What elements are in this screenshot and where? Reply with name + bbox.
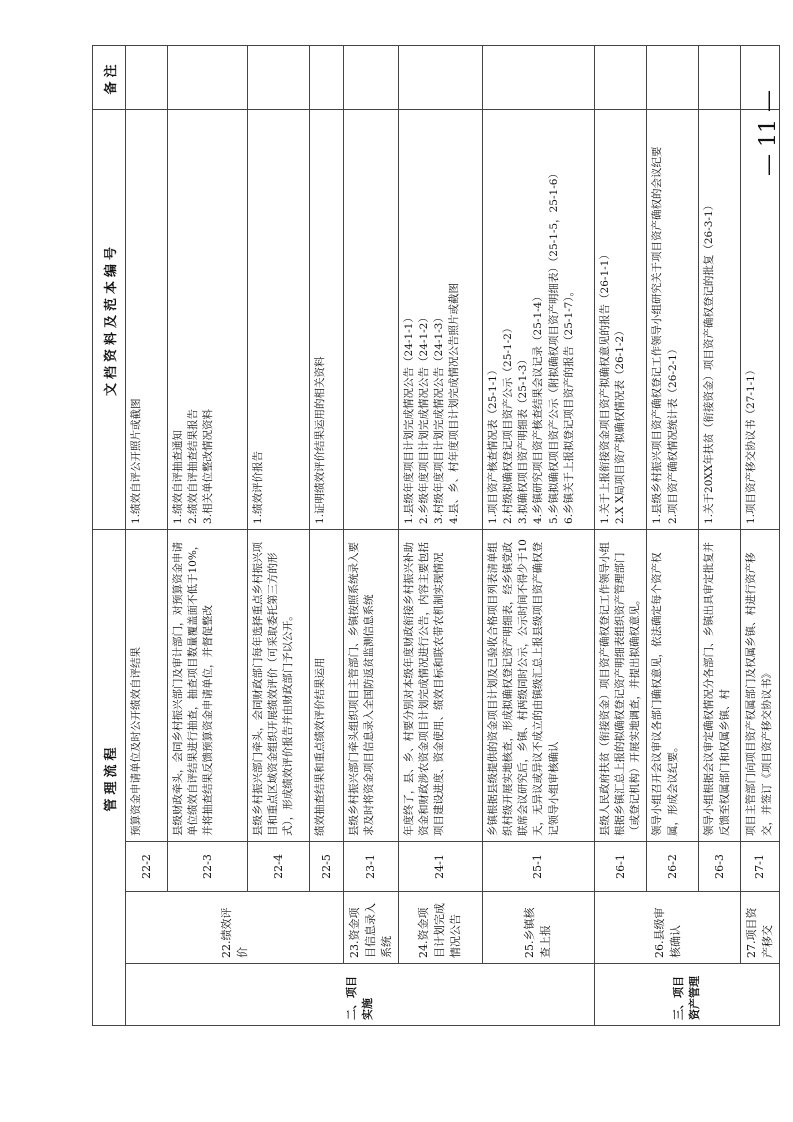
doc-item: 6.乡镇关于上报拟登记项目资产的报告（25-1-7）。 (562, 285, 575, 524)
doc-item: 1.绩效自评抽查通知 (172, 429, 184, 524)
header-remark: 备注 (93, 45, 126, 109)
row-process: 县级乡村振兴部门牵头组织项目主管部门、乡镇按照系统录入要求及时将资金项目信息录入全国防返贫监测信息系统 (344, 529, 399, 841)
row-remark (248, 45, 310, 109)
row-remark (344, 45, 399, 109)
row-process: 领导小组根据会议审定确权情况分各部门、乡镇出具审定批复并反馈至权属部门和权属乡镇、村 (699, 529, 741, 841)
row-code: 22-3 (168, 842, 248, 892)
row-code: 22-4 (248, 842, 310, 892)
subsection-25: 25.乡镇核查上报 (482, 892, 594, 964)
doc-item: 3.拟确权项目资产明细表（25-1-3） (517, 354, 530, 524)
row-code: 26-3 (699, 842, 741, 892)
doc-item: 1.县级年度项目计划完成情况公告（24-1-1） (402, 312, 415, 524)
subsection-23: 23.资金项目信息录入系统 (344, 892, 399, 964)
doc-item: 1.关于上报衔接资金项目资产拟确权意见的报告（26-1-1） (598, 249, 611, 524)
row-docs (647, 109, 699, 529)
section-asset-management: 三、项目资产管理 (594, 964, 780, 1026)
row-process: 领导小组召开会议审议各部门确权意见，依法确定每个资产权属，形成会议纪要。 (647, 529, 699, 841)
row-code: 24-1 (398, 842, 482, 892)
doc-item: 2.项目资产确权情况统计表（26-2-1） (666, 343, 679, 524)
row-remark (647, 45, 699, 109)
row-code: 23-1 (344, 842, 399, 892)
row-docs (398, 109, 482, 529)
row-docs (594, 109, 647, 529)
row-docs (482, 109, 594, 529)
row-code: 27-1 (741, 842, 780, 892)
doc-item: 1.证明绩效评价结果运用的相关资料 (314, 356, 326, 524)
doc-item: 3.村级年度项目计划完成情况公告（24-1-3） (433, 312, 446, 524)
row-code: 25-1 (482, 842, 594, 892)
row-docs (699, 109, 741, 529)
subsection-26: 26.县级审核确认 (594, 892, 741, 964)
doc-item: 4.县、乡、村年度项目计划完成情况公告照片或截图 (448, 282, 461, 524)
row-code: 26-2 (647, 842, 699, 892)
row-remark (126, 45, 168, 109)
table-row (344, 45, 399, 1025)
row-process: 县级乡村振兴部门牵头，会同财政部门每年选择重点乡村振兴项目和重点区域资金组织开展绩效评价（可采取委托第三方的形式），形成绩效评价报告并由财政部门予以公开。 (248, 529, 310, 841)
row-remark (699, 45, 741, 109)
table-row (310, 45, 344, 1025)
doc-item: 3.相关单位整改情况资料 (202, 408, 215, 524)
row-remark (482, 45, 594, 109)
row-process: 年度终了，县、乡、村要分别对本级年度财政衔接乡村振兴补助资金和财政涉农资金项目计划完成情况进行公告，内容主要包括项目建设进度、资金使用、绩效目标和联农带农机制实现情况 (398, 529, 482, 841)
table-row (482, 45, 594, 1025)
header-row (93, 45, 126, 1025)
header-process: 管理流程 (93, 529, 126, 1025)
header-docs: 文档资料及范本编号 (93, 109, 126, 529)
row-process: 县级财政牵头，会同乡村振兴部门及审计部门，对预算资金申请单位绩效自评结果进行抽查，抽查项目数量覆盖面不低于10%，并将抽查结果反馈预算资金申请单位，并督促整改 (168, 529, 248, 841)
doc-item: 4.乡镇研究项目资产核查结果会议记录（25-1-4） (532, 291, 545, 524)
doc-item: 5.乡镇拟确权项目资产公示（附拟确权项目资产明细表）（25-1-5，25-1-6） (547, 168, 560, 524)
row-docs (168, 109, 248, 529)
row-docs (344, 109, 399, 529)
row-remark (398, 45, 482, 109)
doc-item: 1.项目资产移交协议书（27-1-1） (745, 364, 758, 524)
row-code: 22-5 (310, 842, 344, 892)
doc-item: 1.县级乡村振兴项目资产确权登记工作领导小组研究关于项目资产确权的会议纪要 (651, 146, 664, 524)
doc-item: 2.绩效自评抽查结果报告 (187, 408, 200, 524)
row-docs (310, 109, 344, 529)
table-row (594, 45, 647, 1025)
table-row (699, 45, 741, 1025)
row-process: 预算资金申请单位及时公开绩效自评结果 (126, 529, 168, 841)
doc-item: 1.项目资产核查情况表（25-1-1） (486, 364, 499, 524)
doc-item: 1.绩效评价报告 (252, 450, 264, 524)
subsection-27: 27.项目资产移交 (741, 892, 780, 964)
subsection-22: 22.绩效评价 (126, 892, 344, 964)
doc-item: 1.关于20XX年扶贫（衔接资金）项目资产确权登记的批复（26-3-1） (703, 199, 716, 524)
table-row (168, 45, 248, 1025)
row-code: 26-1 (594, 842, 647, 892)
table-row (248, 45, 310, 1025)
doc-item: 2.村级拟确权登记项目资产公示（25-1-2） (502, 322, 515, 524)
row-remark (594, 45, 647, 109)
document-table (92, 45, 780, 1026)
section-implementation: 二、项目实施 (126, 964, 595, 1026)
table-row (647, 45, 699, 1025)
row-process: 项目主管部门向项目资产权属部门及权属乡镇、村进行资产移交，并签订《项目资产移交协议书》 (741, 529, 780, 841)
page-number: — 11 — (756, 90, 781, 176)
row-docs (248, 109, 310, 529)
row-remark (168, 45, 248, 109)
table-row (398, 45, 482, 1025)
row-process: 县级人民政府扶贫（衔接资金）项目资产确权登记工作领导小组根据乡镇汇总上报的拟确权登记资产明细表组织资产管理部门（或登记机构）开展实地调查，并提出拟确权意见。 (594, 529, 647, 841)
subsection-24: 24.资金项目计划完成情况公告 (398, 892, 482, 964)
doc-item: 2.X X局项目资产拟确权情况表（26-1-2） (614, 325, 627, 524)
row-remark (310, 45, 344, 109)
row-process: 乡镇根据县级提供的资金项目计划及已验收合格项目列表清单组织村级开展实地核查，形成拟确权登记资产明细表，经乡镇党政联席会议研究后，乡镇、村两级同时公示，公示时间不得少于10天，无异议或异议不成立的由镇级汇总上报县级项目资产确权登记领导小组审核确认 (482, 529, 594, 841)
doc-item: 1.绩效自评公开照片或截图 (130, 398, 142, 524)
doc-item: 2.乡级年度项目计划完成情况公告（24-1-2） (418, 312, 431, 524)
row-docs (126, 109, 168, 529)
table-row (741, 45, 780, 1025)
table-row (126, 45, 168, 1025)
row-code: 22-2 (126, 842, 168, 892)
row-process: 绩效抽查结果和重点绩效评价结果运用 (310, 529, 344, 841)
